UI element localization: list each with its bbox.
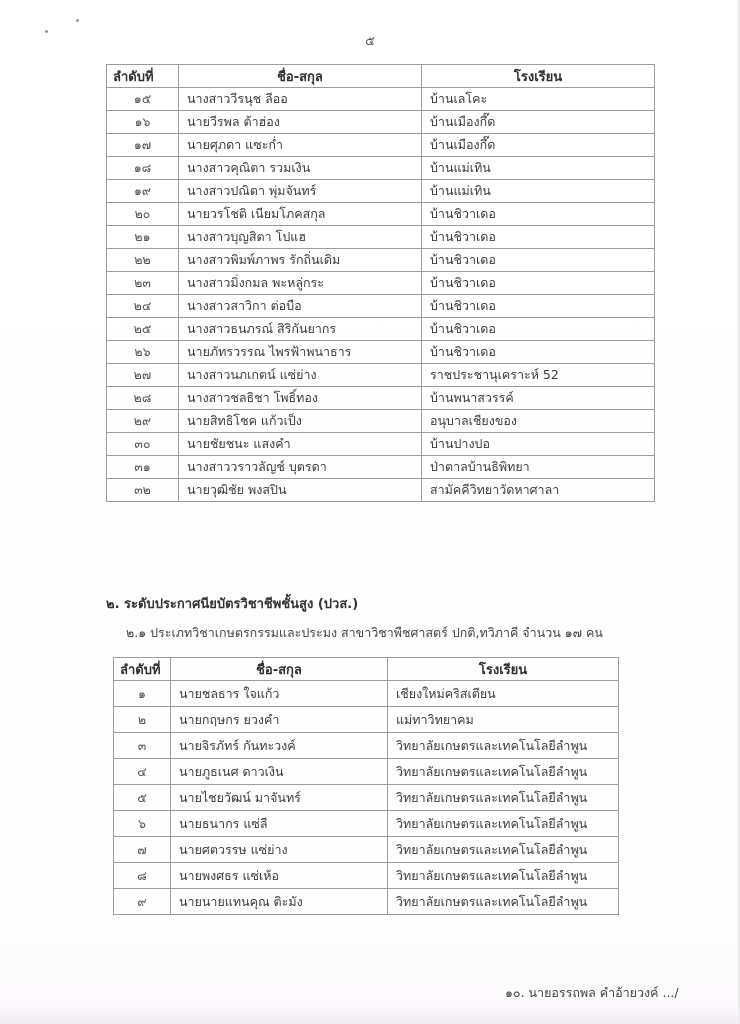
table-body xyxy=(107,88,655,502)
row-school: ป่าตาลบ้านธิพิทยา xyxy=(422,456,655,479)
table-row xyxy=(114,889,619,915)
row-number: ๑๘ xyxy=(107,157,179,180)
table-row xyxy=(114,811,619,837)
table-header-row xyxy=(107,65,655,88)
row-name: นายวีรพล ต้าฮ่อง xyxy=(179,111,422,134)
row-name: นางสาวปณิตา พุ่มจันทร์ xyxy=(179,180,422,203)
table-row xyxy=(107,111,655,134)
row-name: นายธนากร แซ่ลี xyxy=(171,811,388,837)
table-row xyxy=(114,707,619,733)
row-name: นางสาวสาวิกา ต่อบือ xyxy=(179,295,422,318)
row-school: บ้านเมืองกึ๊ด xyxy=(422,134,655,157)
row-school: แม่ทาวิทยาคม xyxy=(388,707,619,733)
header-name: ชื่อ-สกุล xyxy=(171,658,388,681)
row-number: ๒๙ xyxy=(107,410,179,433)
row-school: วิทยาลัยเกษตรและเทคโนโลยีลำพูน xyxy=(388,733,619,759)
roster-table-2 xyxy=(113,657,619,915)
row-school: บ้านเลโคะ xyxy=(422,88,655,111)
row-name: นางสาววราวลัญช์ บุตรดา xyxy=(179,456,422,479)
table-row xyxy=(107,318,655,341)
table-row xyxy=(114,759,619,785)
section-subheading: ๒.๑ ประเภทวิชาเกษตรกรรมและประมง สาขาวิชาพืชศาสตร์ ปกติ,ทวิภาคี จำนวน ๑๗ คน xyxy=(126,625,603,640)
row-number: ๓๐ xyxy=(107,433,179,456)
row-number: ๒๔ xyxy=(107,295,179,318)
row-name: นายวุฒิชัย พงสปิน xyxy=(179,479,422,502)
table-row xyxy=(107,479,655,502)
table-row xyxy=(114,863,619,889)
row-school: ราชประชานุเคราะห์ 52 xyxy=(422,364,655,387)
continuation-note: ๑๐. นายอรรถพล คำอ้ายวงค์ .../ xyxy=(505,985,679,1000)
row-number: ๔ xyxy=(114,759,171,785)
row-name: นายภัทรวรรณ ไพรฟ้าพนาธาร xyxy=(179,341,422,364)
table-row xyxy=(107,341,655,364)
row-number: ๑๙ xyxy=(107,180,179,203)
table-row xyxy=(107,387,655,410)
row-school: อนุบาลเชียงของ xyxy=(422,410,655,433)
row-school: บ้านเมืองกึ๊ด xyxy=(422,111,655,134)
table-row xyxy=(114,837,619,863)
table-row xyxy=(107,249,655,272)
row-name: นางสาวคุณิตา รวมเงิน xyxy=(179,157,422,180)
row-number: ๖ xyxy=(114,811,171,837)
table-row xyxy=(114,733,619,759)
row-number: ๒๕ xyxy=(107,318,179,341)
table-row xyxy=(107,203,655,226)
row-school: บ้านชิวาเดอ xyxy=(422,295,655,318)
row-school: สามัคคีวิทยาวัดหาศาลา xyxy=(422,479,655,502)
row-school: วิทยาลัยเกษตรและเทคโนโลยีลำพูน xyxy=(388,863,619,889)
page-number: ๕ xyxy=(365,34,375,49)
row-number: ๕ xyxy=(114,785,171,811)
row-name: นางสาวมิ่งกมล พะหลู่กระ xyxy=(179,272,422,295)
page-edge-shadow xyxy=(736,0,740,1024)
header-school: โรงเรียน xyxy=(422,65,655,88)
table-row xyxy=(107,295,655,318)
row-school: วิทยาลัยเกษตรและเทคโนโลยีลำพูน xyxy=(388,785,619,811)
row-name: นางสาวธนภรณ์ สิริกันยากร xyxy=(179,318,422,341)
row-school: บ้านชิวาเดอ xyxy=(422,226,655,249)
row-name: นางสาวบุญสิตา โปแฮ xyxy=(179,226,422,249)
table-row xyxy=(107,364,655,387)
row-school: บ้านแม่เทิน xyxy=(422,180,655,203)
row-school: บ้านแม่เทิน xyxy=(422,157,655,180)
row-name: นางสาวนภเกตน์ แซ่ย่าง xyxy=(179,364,422,387)
header-no: ลำดับที่ xyxy=(114,658,171,681)
row-number: ๒๘ xyxy=(107,387,179,410)
row-number: ๒๒ xyxy=(107,249,179,272)
row-name: นายไชยวัฒน์ มาจันทร์ xyxy=(171,785,388,811)
row-school: บ้านชิวาเดอ xyxy=(422,341,655,364)
table-body xyxy=(114,681,619,915)
page-bottom-shadow xyxy=(0,1006,740,1024)
row-school: บ้านปางปอ xyxy=(422,433,655,456)
table-row xyxy=(107,433,655,456)
row-school: บ้านชิวาเดอ xyxy=(422,249,655,272)
row-school: วิทยาลัยเกษตรและเทคโนโลยีลำพูน xyxy=(388,837,619,863)
table-row xyxy=(107,272,655,295)
row-number: ๒๓ xyxy=(107,272,179,295)
row-number: ๒๑ xyxy=(107,226,179,249)
row-name: นางสาววีรนุช ลีออ xyxy=(179,88,422,111)
row-number: ๙ xyxy=(114,889,171,915)
scan-speck xyxy=(76,19,79,22)
row-number: ๗ xyxy=(114,837,171,863)
row-school: บ้านชิวาเดอ xyxy=(422,318,655,341)
row-school: บ้านชิวาเดอ xyxy=(422,203,655,226)
table-row xyxy=(107,88,655,111)
section-heading: ๒. ระดับประกาศนียบัตรวิชาชีพชั้นสูง (ปวส.) xyxy=(106,597,359,612)
header-name: ชื่อ-สกุล xyxy=(179,65,422,88)
row-school: เชียงใหม่คริสเตียน xyxy=(388,681,619,707)
row-number: ๘ xyxy=(114,863,171,889)
table-header-row xyxy=(114,658,619,681)
row-name: นายสิทธิโชค แก้วเป็ง xyxy=(179,410,422,433)
row-name: นางสาวชลธิชา โพธิ์ทอง xyxy=(179,387,422,410)
row-school: วิทยาลัยเกษตรและเทคโนโลยีลำพูน xyxy=(388,811,619,837)
row-number: ๑๖ xyxy=(107,111,179,134)
row-school: บ้านชิวาเดอ xyxy=(422,272,655,295)
row-number: ๑๗ xyxy=(107,134,179,157)
row-number: ๓ xyxy=(114,733,171,759)
row-number: ๑ xyxy=(114,681,171,707)
header-school: โรงเรียน xyxy=(388,658,619,681)
row-number: ๒๐ xyxy=(107,203,179,226)
row-number: ๒๖ xyxy=(107,341,179,364)
row-name: นายนายแทนคุณ ติะมัง xyxy=(171,889,388,915)
table-row xyxy=(107,456,655,479)
table-row xyxy=(107,134,655,157)
row-name: นายวรโชติ เนียมโภคสกุล xyxy=(179,203,422,226)
row-school: วิทยาลัยเกษตรและเทคโนโลยีลำพูน xyxy=(388,889,619,915)
table-row xyxy=(107,226,655,249)
row-number: ๓๒ xyxy=(107,479,179,502)
row-name: นายกฤษกร ยวงคำ xyxy=(171,707,388,733)
table-row xyxy=(114,681,619,707)
header-no: ลำดับที่ xyxy=(107,65,179,88)
row-name: นายศตวรรษ แซ่ย่าง xyxy=(171,837,388,863)
row-name: นางสาวพิมพ์ภาพร รักถิ่นเดิม xyxy=(179,249,422,272)
row-number: ๓๑ xyxy=(107,456,179,479)
row-name: นายศุภดา แซะก่ำ xyxy=(179,134,422,157)
table-row xyxy=(114,785,619,811)
row-number: ๒ xyxy=(114,707,171,733)
table-row xyxy=(107,180,655,203)
row-school: วิทยาลัยเกษตรและเทคโนโลยีลำพูน xyxy=(388,759,619,785)
row-number: ๒๗ xyxy=(107,364,179,387)
row-school: บ้านพนาสวรรค์ xyxy=(422,387,655,410)
row-name: นายชลธาร ใจแก้ว xyxy=(171,681,388,707)
table-row xyxy=(107,157,655,180)
row-name: นายชัยชนะ แสงคำ xyxy=(179,433,422,456)
row-number: ๑๕ xyxy=(107,88,179,111)
table-row xyxy=(107,410,655,433)
row-name: นายพงศธร แซ่เห้อ xyxy=(171,863,388,889)
row-name: นายภูธเนศ ดาวเงิน xyxy=(171,759,388,785)
row-name: นายจิรภัทร์ กันทะวงค์ xyxy=(171,733,388,759)
roster-table-1 xyxy=(106,64,655,502)
